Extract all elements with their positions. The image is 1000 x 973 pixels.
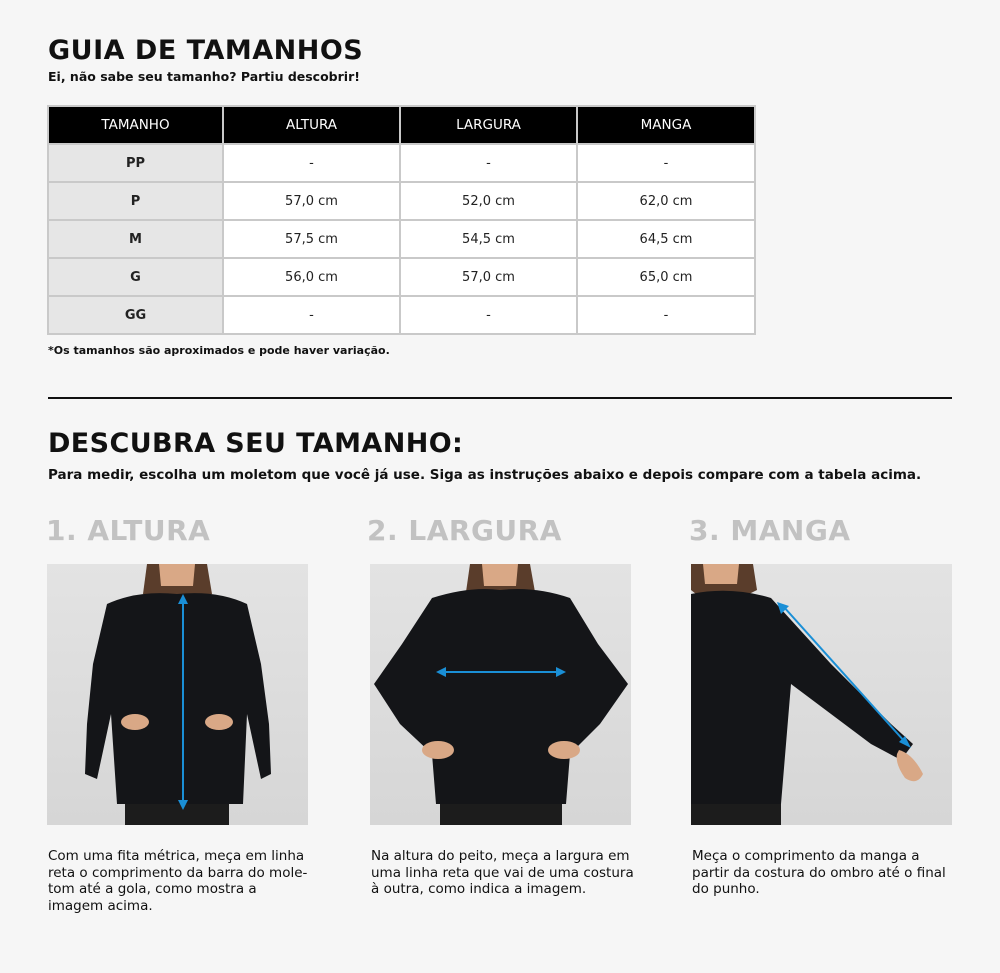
manga-photo xyxy=(691,564,952,825)
size-cell: PP xyxy=(48,144,223,182)
step-text-altura: Com uma fita métrica, meça em linha reta o comprimento da barra do mole- tom até a gola, como mostra a imagem acima. xyxy=(48,848,308,914)
step-text-largura: Na altura do peito, meça a largura em uma linha reta que vai de uma costura à outra, como indica a imagem. xyxy=(371,848,634,897)
step-text-manga: Meça o comprimento da manga a partir da costura do ombro até o final do punho. xyxy=(692,848,946,897)
size-cell: G xyxy=(48,258,223,296)
step-title-largura: 2. LARGURA xyxy=(367,514,562,547)
table-row xyxy=(48,182,755,220)
header-largura: LARGURA xyxy=(400,106,577,144)
altura-cell: - xyxy=(223,144,400,182)
largura-cell: 57,0 cm xyxy=(400,258,577,296)
largura-photo xyxy=(370,564,631,825)
altura-cell: 57,5 cm xyxy=(223,220,400,258)
size-table xyxy=(47,105,756,335)
altura-cell: - xyxy=(223,296,400,334)
altura-illustration xyxy=(47,564,308,825)
manga-cell: 62,0 cm xyxy=(577,182,755,220)
size-cell: GG xyxy=(48,296,223,334)
step-title-altura: 1. ALTURA xyxy=(46,514,211,547)
largura-cell: 54,5 cm xyxy=(400,220,577,258)
manga-illustration xyxy=(691,564,952,825)
manga-cell: 65,0 cm xyxy=(577,258,755,296)
table-row xyxy=(48,144,755,182)
table-row xyxy=(48,220,755,258)
size-cell: M xyxy=(48,220,223,258)
header-manga: MANGA xyxy=(577,106,755,144)
altura-cell: 56,0 cm xyxy=(223,258,400,296)
table-header-row xyxy=(48,106,755,144)
step-title-manga: 3. MANGA xyxy=(689,514,851,547)
altura-photo xyxy=(47,564,308,825)
manga-cell: - xyxy=(577,296,755,334)
guide-title: GUIA DE TAMANHOS xyxy=(48,35,364,66)
largura-illustration xyxy=(370,564,631,825)
largura-cell: - xyxy=(400,144,577,182)
discover-title: DESCUBRA SEU TAMANHO: xyxy=(48,428,464,459)
table-row xyxy=(48,296,755,334)
manga-cell: - xyxy=(577,144,755,182)
discover-intro: Para medir, escolha um moletom que você já use. Siga as instruções abaixo e depois compare com a tabela acima. xyxy=(48,467,922,483)
manga-cell: 64,5 cm xyxy=(577,220,755,258)
size-cell: P xyxy=(48,182,223,220)
header-altura: ALTURA xyxy=(223,106,400,144)
table-row xyxy=(48,258,755,296)
altura-cell: 57,0 cm xyxy=(223,182,400,220)
guide-subtitle: Ei, não sabe seu tamanho? Partiu descobrir! xyxy=(48,69,360,84)
header-tamanho: TAMANHO xyxy=(48,106,223,144)
largura-cell: 52,0 cm xyxy=(400,182,577,220)
section-divider xyxy=(48,397,952,399)
footnote: *Os tamanhos são aproximados e pode haver variação. xyxy=(48,344,390,357)
largura-cell: - xyxy=(400,296,577,334)
